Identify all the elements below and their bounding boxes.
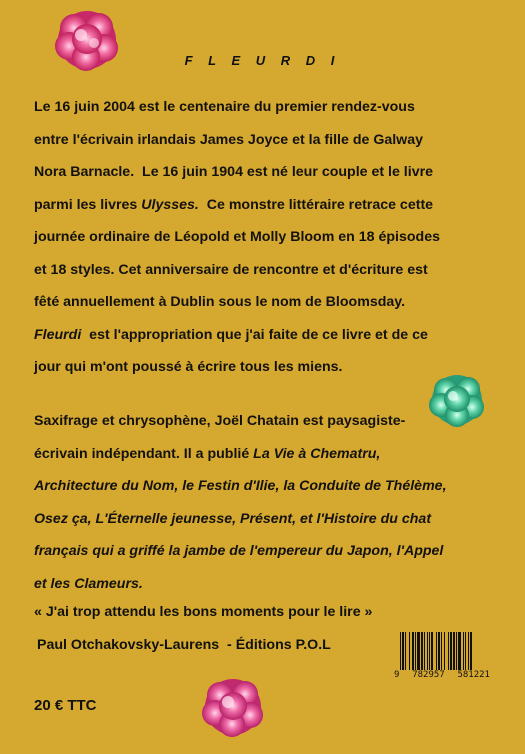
barcode-bar [465, 632, 466, 670]
barcode-bar [468, 632, 469, 670]
isbn-digits-group2: 581221 [457, 670, 490, 680]
synopsis-line: parmi les livres Ulysses. Ce monstre littéraire retrace cette [34, 196, 434, 213]
synopsis-line: journée ordinaire de Léopold et Molly Bloom en 18 épisodes [34, 229, 440, 245]
synopsis-line: fêté annuellement à Dublin sous le nom de Bloomsday. [34, 294, 406, 310]
barcode-bar [450, 632, 452, 670]
synopsis-line: Le 16 juin 2004 est le centenaire du premier rendez-vous [34, 99, 415, 115]
barcode-bar [463, 632, 464, 670]
barcode-bar [458, 632, 461, 670]
synopsis-line: entre l'écrivain irlandais James Joyce et la fille de Galway [34, 131, 423, 148]
barcode-bar [470, 632, 472, 670]
isbn-digits [394, 670, 490, 681]
barcode-bar [402, 632, 404, 670]
synopsis-paragraph [34, 91, 504, 384]
pink-carnation-bottom-image [199, 675, 267, 739]
bio-line: et les Clameurs. [34, 575, 143, 592]
barcode-bar [429, 632, 430, 670]
barcode-bar [424, 632, 425, 670]
book-title: F L E U R D I [184, 53, 341, 68]
synopsis-line: Nora Barnacle. Le 16 juin 1904 est né leur couple et le livre [34, 164, 433, 180]
bio-line: Architecture du Nom, le Festin d'Ilie, la Conduite de Thélème, [34, 478, 447, 494]
barcode-bar [427, 632, 428, 670]
isbn-digit-first: 9 [394, 670, 400, 680]
barcode-bar [444, 632, 445, 670]
isbn-digits-group1: 782957 [412, 670, 445, 680]
quote-attribution: Paul Otchakovsky-Laurens - Éditions P.O.L [37, 637, 331, 653]
barcode-bar [421, 632, 423, 670]
barcode-bar [453, 632, 455, 670]
barcode-bar [400, 632, 401, 670]
synopsis-line: Fleurdi est l'appropriation que j'ai faite de ce livre et de ce [34, 326, 428, 343]
barcode-bar [448, 632, 449, 670]
author-bio-paragraph [34, 405, 504, 600]
barcode-bar [409, 632, 410, 670]
barcode-bar [436, 632, 437, 670]
bio-line: Saxifrage et chrysophène, Joël Chatain est paysagiste- [34, 413, 406, 429]
synopsis-line: et 18 styles. Cet anniversaire de rencontre et d'écriture est [34, 261, 428, 278]
barcode-bar [431, 632, 433, 670]
synopsis-line: jour qui m'ont poussé à écrire tous les miens. [34, 359, 343, 375]
barcode-bar [415, 632, 416, 670]
barcode-bar [456, 632, 457, 670]
bio-line: français qui a griffé la jambe de l'empereur du Japon, l'Appel [34, 543, 444, 559]
barcode-bar [438, 632, 440, 670]
barcode-bar [417, 632, 420, 670]
bio-line: écrivain indépendant. Il a publié La Vie à Chematru, [34, 445, 381, 462]
barcode-bar [412, 632, 414, 670]
publisher-quote: « J'ai trop attendu les bons moments pour le lire » [34, 604, 373, 620]
barcode-bar [405, 632, 406, 670]
price-label: 20 € TTC [34, 697, 97, 714]
bio-line: Osez ça, L'Éternelle jeunesse, Présent, et l'Histoire du chat [34, 510, 432, 527]
barcode-bar [441, 632, 442, 670]
